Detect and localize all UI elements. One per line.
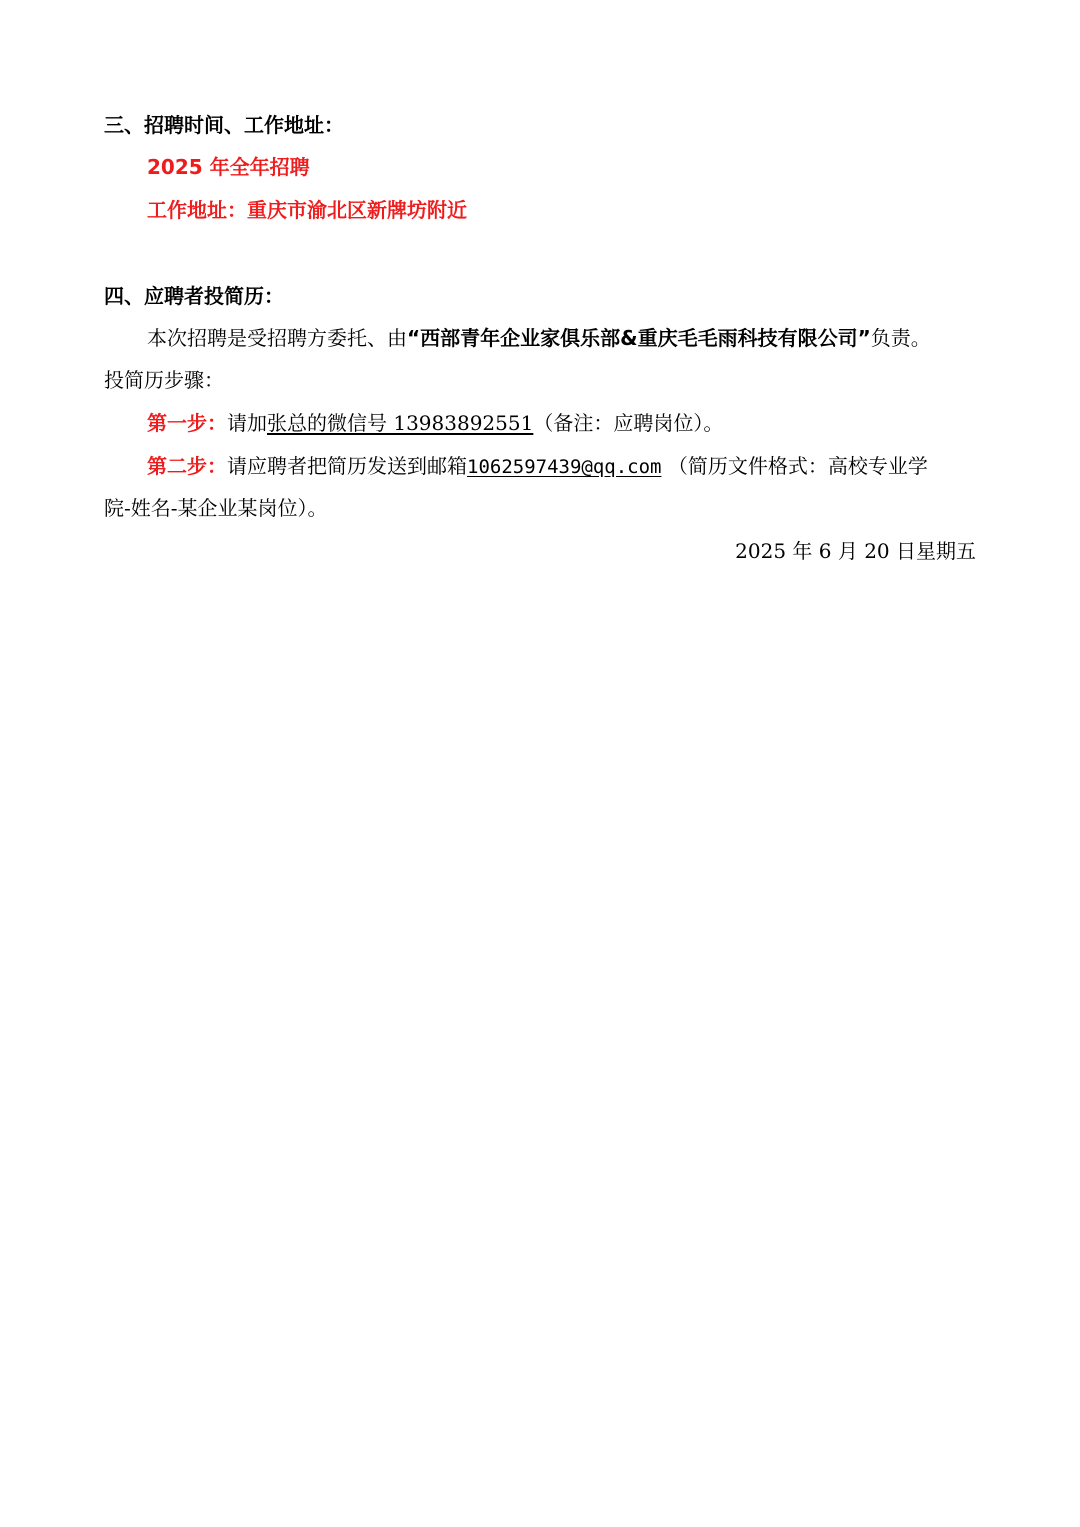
step-2-label: 第二步： <box>147 454 227 478</box>
intro-paragraph <box>147 325 931 351</box>
intro-suffix: 负责。 <box>870 326 931 350</box>
step-2-suffix: （简历文件格式：高校专业学 <box>661 454 928 478</box>
section-4-heading: 四、应聘者投简历： <box>104 284 284 308</box>
document-date: 2025 年 6 月 20 日星期五 <box>735 539 976 563</box>
step-1-label: 第一步： <box>147 411 227 435</box>
step-1 <box>147 410 723 436</box>
step-1-wechat-contact[interactable]: 张总的微信号 13983892551 <box>267 411 534 435</box>
intro-prefix: 本次招聘是受招聘方委托、由 <box>147 326 407 350</box>
step-2-email-link[interactable]: 1062597439@qq.com <box>467 456 662 478</box>
step-1-prefix: 请加 <box>227 411 267 435</box>
steps-label: 投简历步骤： <box>104 368 224 392</box>
section-3-heading: 三、招聘时间、工作地址： <box>104 113 344 137</box>
intro-organization: “西部青年企业家俱乐部&重庆毛毛雨科技有限公司” <box>407 326 871 350</box>
step-2-continuation: 院-姓名-某企业某岗位）。 <box>104 496 328 520</box>
work-address: 工作地址：重庆市渝北区新牌坊附近 <box>147 198 467 222</box>
step-2 <box>147 453 928 480</box>
recruitment-year: 2025 年全年招聘 <box>147 155 310 179</box>
step-2-prefix: 请应聘者把简历发送到邮箱 <box>227 454 467 478</box>
step-1-suffix: （备注：应聘岗位）。 <box>533 411 724 435</box>
